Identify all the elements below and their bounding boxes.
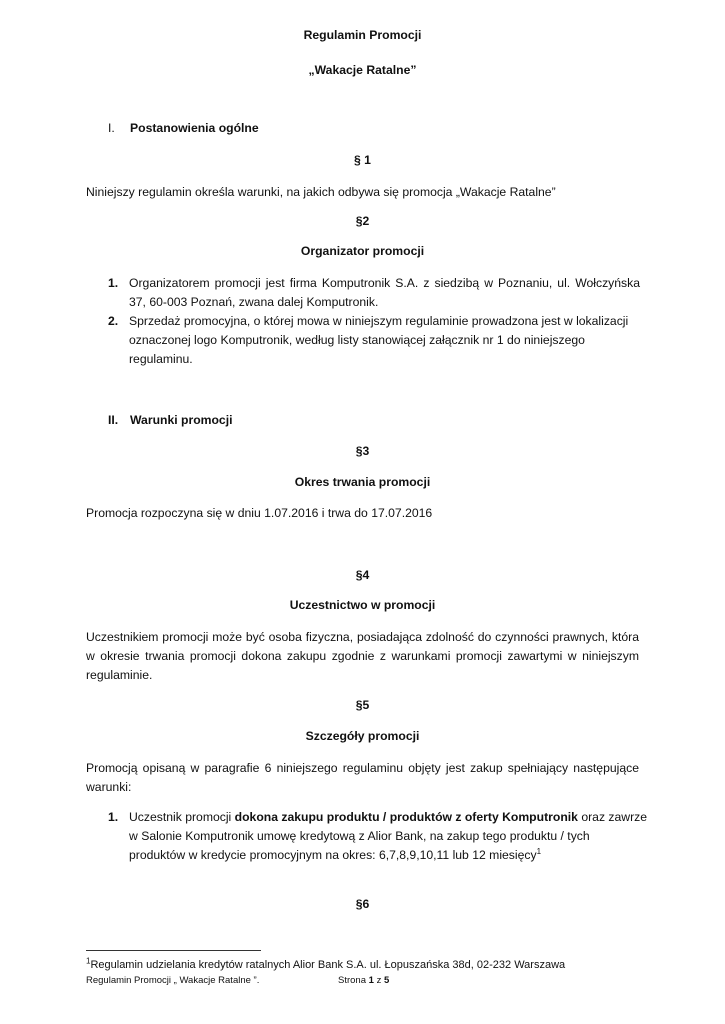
list-item-line: Sprzedaż promocyjna, o której mowa w niniejszym regulaminie prowadzona jest w lokalizacji [129, 314, 629, 328]
list-item-text: Uczestnik promocji [129, 810, 235, 824]
list-item-line [129, 809, 647, 825]
footnote [86, 957, 565, 973]
section-1-numeral: I. [108, 121, 115, 135]
paragraph-2-mark: §2 [355, 214, 370, 228]
list-item-emphasis: dokona zakupu produktu / produktów z oferty Komputronik [234, 810, 578, 824]
footer-total-pages: 5 [383, 975, 390, 986]
paragraph-4-mark: §4 [355, 568, 370, 582]
list-item-line: w Salonie Komputronik umowę kredytową z Alior Bank, na zakup tego produktu / tych [129, 829, 590, 843]
list-item-text: produktów w kredycie promocyjnym na okres: 6,7,8,9,10,11 lub 12 miesięcy [129, 848, 537, 862]
paragraph-4-line: regulaminie. [86, 668, 153, 682]
paragraph-5-mark: §5 [355, 698, 370, 712]
paragraph-1-text: Niniejszy regulamin określa warunki, na jakich odbywa się promocja „Wakacje Ratalne” [86, 185, 556, 199]
document-title: Regulamin Promocji [303, 28, 422, 42]
paragraph-4-line: w okresie trwania promocji dokona zakupu zgodnie z warunkami promocji zawartymi w niniejszym [86, 649, 639, 663]
footer-current-page: 1 [368, 975, 374, 986]
footer-page-label: Strona [338, 975, 366, 986]
list-item-line: regulaminu. [129, 352, 193, 366]
section-2-heading: Warunki promocji [130, 413, 233, 427]
paragraph-4-heading: Uczestnictwo w promocji [289, 598, 436, 612]
list-item-number: 1. [108, 810, 119, 824]
paragraph-1-mark: § 1 [354, 153, 371, 167]
paragraph-4-line: Uczestnikiem promocji może być osoba fizyczna, posiadająca zdolność do czynności prawnych, która [86, 630, 639, 644]
paragraph-3-heading: Okres trwania promocji [294, 475, 431, 489]
list-item-number: 1. [108, 276, 119, 290]
footnote-marker: 1 [86, 956, 91, 966]
footnote-reference: 1 [536, 846, 542, 856]
list-item-line: 37, 60-003 Poznań, zwana dalej Komputronik. [129, 295, 379, 309]
paragraph-5-line: Promocją opisaną w paragrafie 6 niniejszego regulaminu objęty jest zakup spełniający następujące [86, 761, 639, 775]
paragraph-5-heading: Szczegóły promocji [305, 729, 420, 743]
paragraph-3-mark: §3 [355, 444, 370, 458]
document-subtitle: „Wakacje Ratalne” [308, 63, 417, 77]
paragraph-5-line: warunki: [86, 780, 132, 794]
list-item-line: Organizatorem promocji jest firma Komputronik S.A. z siedzibą w Poznaniu, ul. Wołczyńska [129, 276, 640, 290]
list-item-line [129, 847, 541, 863]
paragraph-3-text: Promocja rozpoczyna się w dniu 1.07.2016 i trwa do 17.07.2016 [86, 506, 433, 520]
footnote-separator [86, 950, 261, 951]
paragraph-6-mark: §6 [355, 897, 370, 911]
list-item-line: oznaczonej logo Komputronik, według listy stanowiącej załącznik nr 1 do niniejszego [129, 333, 585, 347]
footer-page-number [338, 973, 389, 989]
footer-document-name: Regulamin Promocji „ Wakacje Ratalne ”. [86, 975, 260, 986]
footnote-text: Regulamin udzielania kredytów ratalnych Alior Bank S.A. ul. Łopuszańska 38d, 02-232 Warszawa [90, 959, 566, 971]
footer-of-label: z [376, 975, 382, 986]
list-item-number: 2. [108, 314, 119, 328]
paragraph-2-heading: Organizator promocji [300, 244, 425, 258]
section-1-heading: Postanowienia ogólne [130, 121, 259, 135]
section-2-numeral: II. [108, 413, 119, 427]
list-item-text: oraz zawrze [577, 810, 648, 824]
